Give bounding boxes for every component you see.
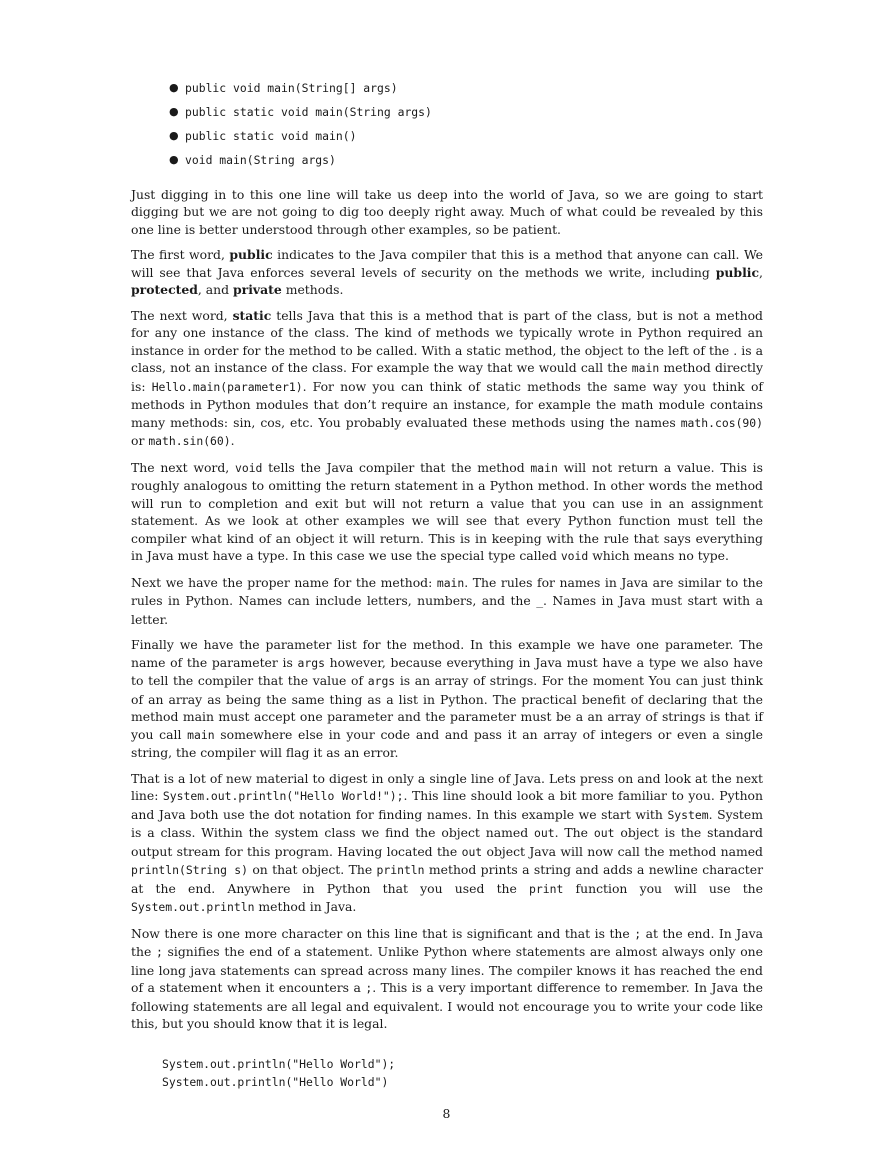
inline-code: _ <box>536 594 544 608</box>
inline-code: System.out.println("Hello World!"); <box>162 789 404 803</box>
paragraph-println: That is a lot of new material to digest in only a single line of Java. Lets press on and look at the next line: System.out.println("Hello World!");. This line should look a bit more familiar to you. Python and Java both use the dot notation for finding names. In this example we start with System. System is a class. Within the system class we find the object named out. The out object is the standard output stream for this program. Having located the out object Java will now call the method named println(String s) on that object. The println method prints a string and adds a newline character at the end. Anywhere in Python that you used the print function you will use the System.out.println method in Java. <box>131 770 763 914</box>
inline-code: Hello.main(parameter1) <box>151 379 303 394</box>
paragraph-semicolon: Now there is one more character on this line that is significant and that is the ; at the end. In Java the ; signifies the end of a statement. Unlike Python where statements are almost always only one line long java statements can spread across many lines. The compiler knows it has reached the end of a statement when it encounters a ;. This is a very important difference to remember. In Java the following statements are all legal and equivalent. I would not encourage you to write your code like this, but you should know that it is legal. <box>131 925 763 1031</box>
page-body <box>131 79 763 1091</box>
inline-code: print <box>529 881 564 896</box>
inline-code: out <box>593 826 615 840</box>
inline-code: println <box>376 863 425 877</box>
keyword-public: public <box>715 264 760 280</box>
inline-code: ; <box>365 981 373 995</box>
inline-code: args <box>297 655 325 670</box>
list-item: ● public static void main() <box>169 129 357 143</box>
inline-code: void <box>234 460 263 475</box>
code-block <box>162 1055 763 1091</box>
inline-code: ; <box>155 945 163 959</box>
paragraph-public: The first word, public indicates to the Java compiler that this is a method that anyone can call. We will see that Java enforces several levels of security on the methods we write, including public, protected, and private methods. <box>131 247 764 297</box>
page-number: 8 <box>442 1106 451 1121</box>
signature-variants-list <box>131 79 763 170</box>
paragraph-parameters: Finally we have the parameter list for the method. In this example we have one parameter. The name of the parameter is args however, because everything in Java must have a type we also have to tell the compiler that the value of args is an array of strings. For the moment You can just think of an array as being the same thing as a list in Python. The practical benefit of declaring that the method main must accept one parameter and the parameter must be a an array of strings is that if you call main somewhere else in your code and and pass it an array of integers or even a single string, the compiler will flag it as an error. <box>131 637 764 760</box>
inline-code: System <box>667 807 709 822</box>
list-item: ● void main(String args) <box>169 153 336 167</box>
inline-code: args <box>367 674 396 688</box>
paragraph-name: Next we have the proper name for the method: main. The rules for names in Java are similar to the rules in Python. Names can include letters, numbers, and the _. Names in Java must start with a letter. <box>131 574 763 627</box>
inline-code: println(String s) <box>131 863 248 877</box>
code-line: System.out.println("Hello World"); <box>162 1056 396 1071</box>
inline-code: ; <box>634 926 642 941</box>
paragraph-intro: Just digging in to this one line will take us deep into the world of Java, so we are going to start digging but we are not going to dig too deeply right away. Much of what could be revealed by this one line is better understood through other examples, so be patient. <box>131 186 763 237</box>
inline-code: System.out.println <box>131 900 255 914</box>
inline-code: main <box>187 727 215 742</box>
keyword-public: public <box>229 247 273 262</box>
list-item: ● public void main(String[] args) <box>169 81 398 95</box>
code-line: System.out.println("Hello World") <box>162 1074 389 1089</box>
inline-code: main <box>530 460 558 475</box>
keyword-protected: protected <box>131 282 198 297</box>
inline-code: main <box>631 361 660 375</box>
paragraph-void: The next word, void tells the Java compiler that the method main will not return a value. This is roughly analogous to omitting the return statement in a Python method. In other words the method will run to completion and exit but will not return a value that you can use in an assignment statement. As we look at other examples we will see that every Python function must tell the compiler what kind of an object it will return. This is in keeping with the rule that says everything in Java must have a type. In this case we use the special type called void which means no type. <box>131 459 764 563</box>
list-item: ● public static void main(String args) <box>169 105 432 119</box>
bullet-icon: ● <box>169 105 179 118</box>
keyword-static: static <box>232 307 272 323</box>
bullet-icon: ● <box>169 129 179 142</box>
inline-code: out <box>461 844 483 859</box>
inline-code: math.cos(90) <box>680 415 763 430</box>
inline-code: out <box>534 826 555 840</box>
inline-code: void <box>560 549 589 563</box>
inline-code: main <box>436 575 465 590</box>
inline-code: math.sin(60) <box>148 434 231 448</box>
paragraph-static: The next word, static tells Java that this is a method that is part of the class, but is not a method for any one instance of the class. The kind of methods we typically wrote in Python required an instance in order for the method to be called. With a static method, the object to the left of the . is a class, not an instance of the class. For example the way that we would call the main method directly is: Hello.main(parameter1). For now you can think of static methods the same way you think of methods in Python modules that don’t require an instance, for example the math module contains many methods: sin, cos, etc. You probably evaluated these methods using the names math.cos(90) or math.sin(60). <box>131 307 764 448</box>
bullet-icon: ● <box>169 153 179 166</box>
bullet-icon: ● <box>169 81 179 94</box>
keyword-private: private <box>233 282 282 297</box>
